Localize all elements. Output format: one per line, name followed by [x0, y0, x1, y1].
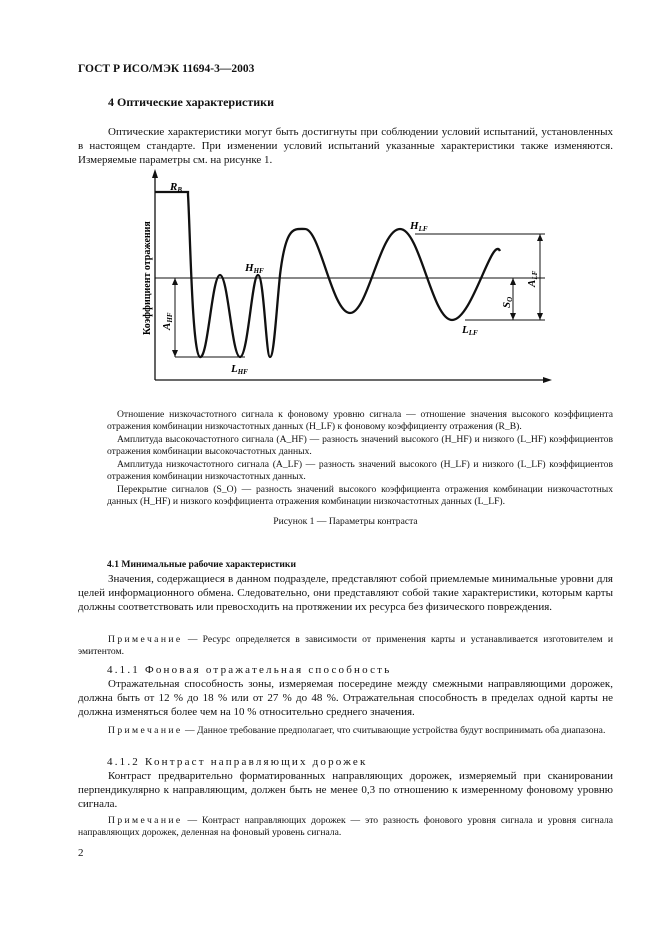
definition-so: Перекрытие сигналов (S_O) — разность значений высокого коэффициента отражения комбинации низкочастотных данных (H_HF) и низкого коэффициента отражения комбинации низкочастотных данных (L_LF).: [107, 484, 613, 508]
alf-label: ALF: [526, 270, 539, 287]
lhf-label: LHF: [231, 363, 248, 376]
section-4-1-2-note: [78, 815, 613, 840]
so-arrow-top: [510, 278, 516, 285]
rb-label: RB: [170, 181, 183, 194]
note-label: Примечание: [108, 725, 183, 736]
y-axis-label: Коэффициент отражения: [142, 221, 153, 335]
section-4-1-2-heading: 4.1.2 Контраст направляющих дорожек: [107, 756, 368, 768]
llf-label: LLF: [462, 324, 478, 337]
definition-ahf: Амплитуда высокочастотного сигнала (A_HF) — разность значений высокого (H_HF) и низкого (L_HF) коэффициентов отражения комбинации высокочастотных данных.: [107, 434, 613, 458]
section-4-1-1-heading: 4.1.1 Фоновая отражательная способность: [107, 664, 392, 676]
so-label: SO: [501, 296, 514, 308]
section-4-heading: 4 Оптические характеристики: [108, 95, 274, 109]
section-4-1-1-paragraph: Отражательная способность зоны, измеряемая посередине между смежными направляющими дорожек, должна быть от 12 % до 18 % или от 27 % до 48 %. Отражательная способность в пределах одной карты не должна изменяться более чем на 10 % относительно среднего значения.: [78, 678, 613, 718]
figure-caption: Рисунок 1 — Параметры контраста: [273, 516, 418, 527]
note-text: — Ресурс определяется в зависимости от применения карты и устанавливается изготовителем и эмитентом.: [78, 634, 613, 658]
section-4-1-note: [78, 634, 613, 659]
section-4-1-paragraph: Значения, содержащиеся в данном подразделе, представляют собой приемлемые минимальные уровни для целей информационного обмена. Следовательно, они представляют собой такие характеристики, которым карты должны соответствовать или превосходить на протяжении их ресурса без физического повреждения.: [78, 573, 613, 613]
alf-arrow-top: [537, 234, 543, 241]
note-label: Примечание: [108, 815, 183, 826]
hhf-label: HHF: [245, 262, 264, 275]
note-text: — Данное требование предполагает, что считывающие устройства будут воспринимать оба диапазона.: [182, 725, 606, 736]
so-arrow-bottom: [510, 313, 516, 320]
section-4-1-heading: 4.1 Минимальные рабочие характеристики: [107, 559, 296, 570]
ahf-arrow-bottom: [172, 350, 178, 357]
note-text: — Контраст направляющих дорожек — это разность фонового уровня сигнала и уровня сигнала направляющих дорожек, деленная на фоновый уровень сигнала.: [78, 815, 613, 839]
x-axis-arrow: [543, 377, 552, 383]
definition-ratio: Отношение низкочастотного сигнала к фоновому уровню сигнала — отношение значения высокого коэффициента отражения комбинации низкочастотных данных (H_LF) к фоновому коэффициенту отражения (R_B).: [107, 409, 613, 433]
section-4-1-2-paragraph: Контраст предварительно форматированных направляющих дорожек, измеряемый при сканировании перпендикулярно к направляющим, должен быть не менее 0,3 по отношению к измеренному фоновому уровню сигнала.: [78, 770, 613, 810]
ahf-arrow-top: [172, 278, 178, 285]
reflectance-signal-curve: [155, 192, 500, 357]
note-label: Примечание: [108, 634, 183, 645]
section-4-paragraph: Оптические характеристики могут быть достигнуты при соблюдении условий испытаний, установленных в настоящем стандарте. При изменении условий испытаний указанные характеристики также изменяются. Измеряемые параметры см. на рисунке 1.: [78, 126, 613, 166]
contrast-figure: [130, 165, 555, 395]
hlf-label: HLF: [410, 220, 428, 233]
section-4-1-1-note: [78, 725, 613, 737]
definition-alf: Амплитуда низкочастотного сигнала (A_LF) — разность значений высокого (H_LF) и низкого (L_LF) коэффициентов отражения комбинации низкочастотных данных.: [107, 459, 613, 483]
document-header: ГОСТ Р ИСО/МЭК 11694-3—2003: [78, 63, 255, 75]
page-number: 2: [78, 847, 84, 859]
ahf-label: AHF: [161, 312, 174, 330]
y-axis-arrow: [152, 169, 158, 178]
alf-arrow-bottom: [537, 313, 543, 320]
